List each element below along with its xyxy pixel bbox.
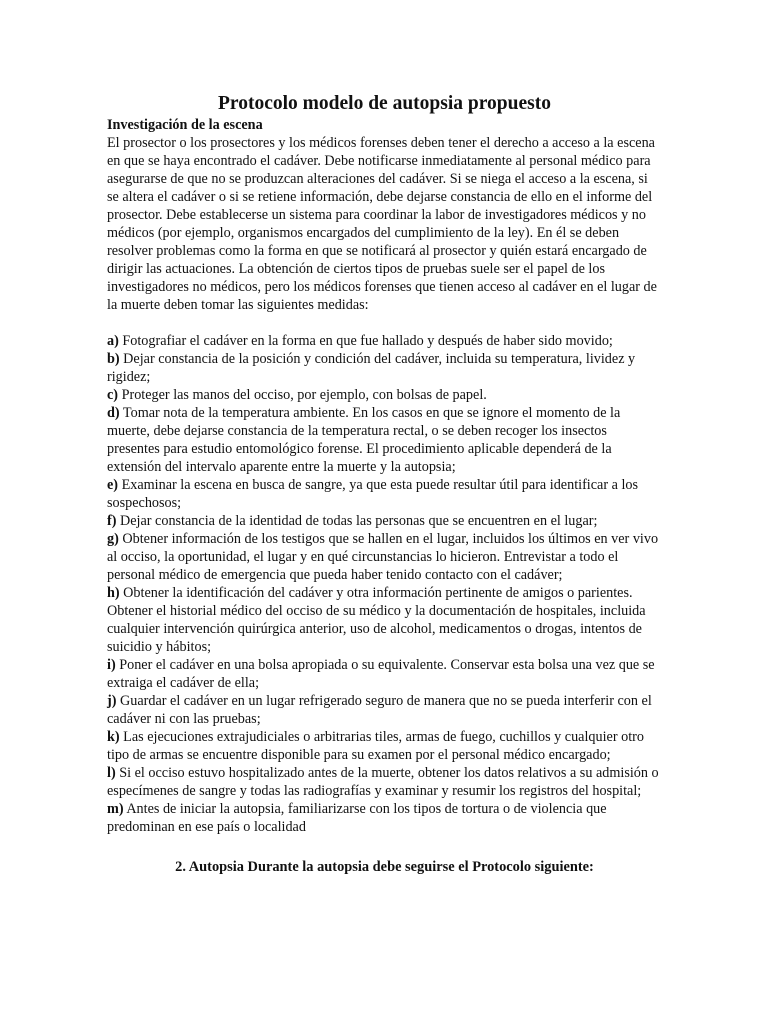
list-item bbox=[107, 404, 662, 476]
list-item bbox=[107, 764, 662, 800]
list-item bbox=[107, 350, 662, 386]
list-item-text: Guardar el cadáver en un lugar refrigerado seguro de manera que no se pueda interferir con el cadáver ni con las pruebas; bbox=[107, 693, 652, 727]
list-item-text: Si el occiso estuvo hospitalizado antes de la muerte, obtener los datos relativos a su admisión o especímenes de sangre y todas las radiografías y examinar y resumir los registros del hospital; bbox=[107, 765, 659, 799]
list-item-text: Antes de iniciar la autopsia, familiarizarse con los tipos de tortura o de violencia que predominan en ese país o localidad bbox=[107, 801, 607, 835]
paragraph-spacer bbox=[107, 314, 662, 332]
list-item-letter: m) bbox=[107, 801, 124, 817]
list-item-letter: a) bbox=[107, 333, 119, 349]
list-item bbox=[107, 728, 662, 764]
list-item-text: Fotografiar el cadáver en la forma en que fue hallado y después de haber sido movido; bbox=[122, 333, 613, 349]
list-item-text: Tomar nota de la temperatura ambiente. En los casos en que se ignore el momento de la muerte, debe dejarse constancia de la temperatura rectal, o se deben recoger los insectos presentes para estudio entomológico forense. El procedimiento aplicable dependerá de la extensión del intervalo aparente entre la muerte y la autopsia; bbox=[107, 405, 621, 475]
list-item-letter: e) bbox=[107, 477, 119, 493]
list-item bbox=[107, 692, 662, 728]
list-item-text: Proteger las manos del occiso, por ejemplo, con bolsas de papel. bbox=[121, 387, 487, 403]
list-item-letter: j) bbox=[107, 693, 117, 709]
measures-list bbox=[107, 332, 662, 836]
list-item-text: Dejar constancia de la posición y condición del cadáver, incluida su temperatura, lividez y rigidez; bbox=[107, 351, 636, 385]
list-item-letter: g) bbox=[107, 531, 119, 547]
list-item-letter: d) bbox=[107, 405, 120, 421]
list-item-letter: i) bbox=[107, 657, 116, 673]
list-item bbox=[107, 656, 662, 692]
list-item bbox=[107, 512, 662, 530]
intro-paragraph: El prosector o los prosectores y los médicos forenses deben tener el derecho a acceso a la escena en que se haya encontrado el cadáver. Debe notificarse inmediatamente al personal médico para asegurarse de que no se produzcan alteraciones del cadáver. Si se niega el acceso a la escena, si se altera el cadáver o si se retiene información, debe dejarse constancia de ello en el informe del prosector. Debe establecerse un sistema para coordinar la labor de investigadores médicos y no médicos (por ejemplo, organismos encargados del cumplimiento de la ley). En él se deben resolver problemas como la forma en que se notificará al prosector y quién estará encargado de dirigir las actuaciones. La obtención de ciertos tipos de pruebas suele ser el papel de los investigadores no médicos, pero los médicos forenses que tienen acceso al cadáver en el lugar de la muerte deben tomar las siguientes medidas: bbox=[107, 135, 657, 313]
list-item bbox=[107, 386, 662, 404]
section-title: Investigación de la escena bbox=[107, 117, 263, 133]
list-item-text: Obtener información de los testigos que se hallen en el lugar, incluidos los últimos en ver vivo al occiso, la oportunidad, el lugar y en qué circunstancias lo hicieron. Entrevistar a todo el personal médico de emergencia que pueda haber tenido contacto con el cadáver; bbox=[107, 531, 659, 583]
list-item-letter: h) bbox=[107, 585, 120, 601]
list-item-text: Poner el cadáver en una bolsa apropiada o su equivalente. Conservar esta bolsa una vez que se extraiga el cadáver de ella; bbox=[107, 657, 655, 691]
list-item-text: Examinar la escena en busca de sangre, ya que esta puede resultar útil para identificar a los sospechosos; bbox=[107, 477, 639, 511]
list-item-text: Las ejecuciones extrajudiciales o arbitrarias tiles, armas de fuego, cuchillos y cualquier otro tipo de armas se encuentre disponible para su examen por el personal médico encargado; bbox=[107, 729, 644, 763]
list-item-letter: l) bbox=[107, 765, 116, 781]
list-item bbox=[107, 476, 662, 512]
section-heading-autopsia: 2. Autopsia Durante la autopsia debe seguirse el Protocolo siguiente: bbox=[175, 859, 594, 875]
list-item-text: Dejar constancia de la identidad de todas las personas que se encuentren en el lugar; bbox=[120, 513, 598, 529]
list-item-letter: b) bbox=[107, 351, 120, 367]
list-item-letter: k) bbox=[107, 729, 120, 745]
list-item bbox=[107, 584, 662, 656]
list-item-letter: c) bbox=[107, 387, 119, 403]
list-item bbox=[107, 530, 662, 584]
document-title: Protocolo modelo de autopsia propuesto bbox=[218, 93, 551, 114]
list-item bbox=[107, 800, 662, 836]
list-item-letter: f) bbox=[107, 513, 117, 529]
list-item bbox=[107, 332, 662, 350]
list-item-text: Obtener la identificación del cadáver y otra información pertinente de amigos o parientes. Obtener el historial médico del occiso de su médico y la documentación de hospitales, incluida cualquier intervención quirúrgica anterior, uso de alcohol, medicamentos o drogas, intentos de suicidio y hábitos; bbox=[107, 585, 646, 655]
